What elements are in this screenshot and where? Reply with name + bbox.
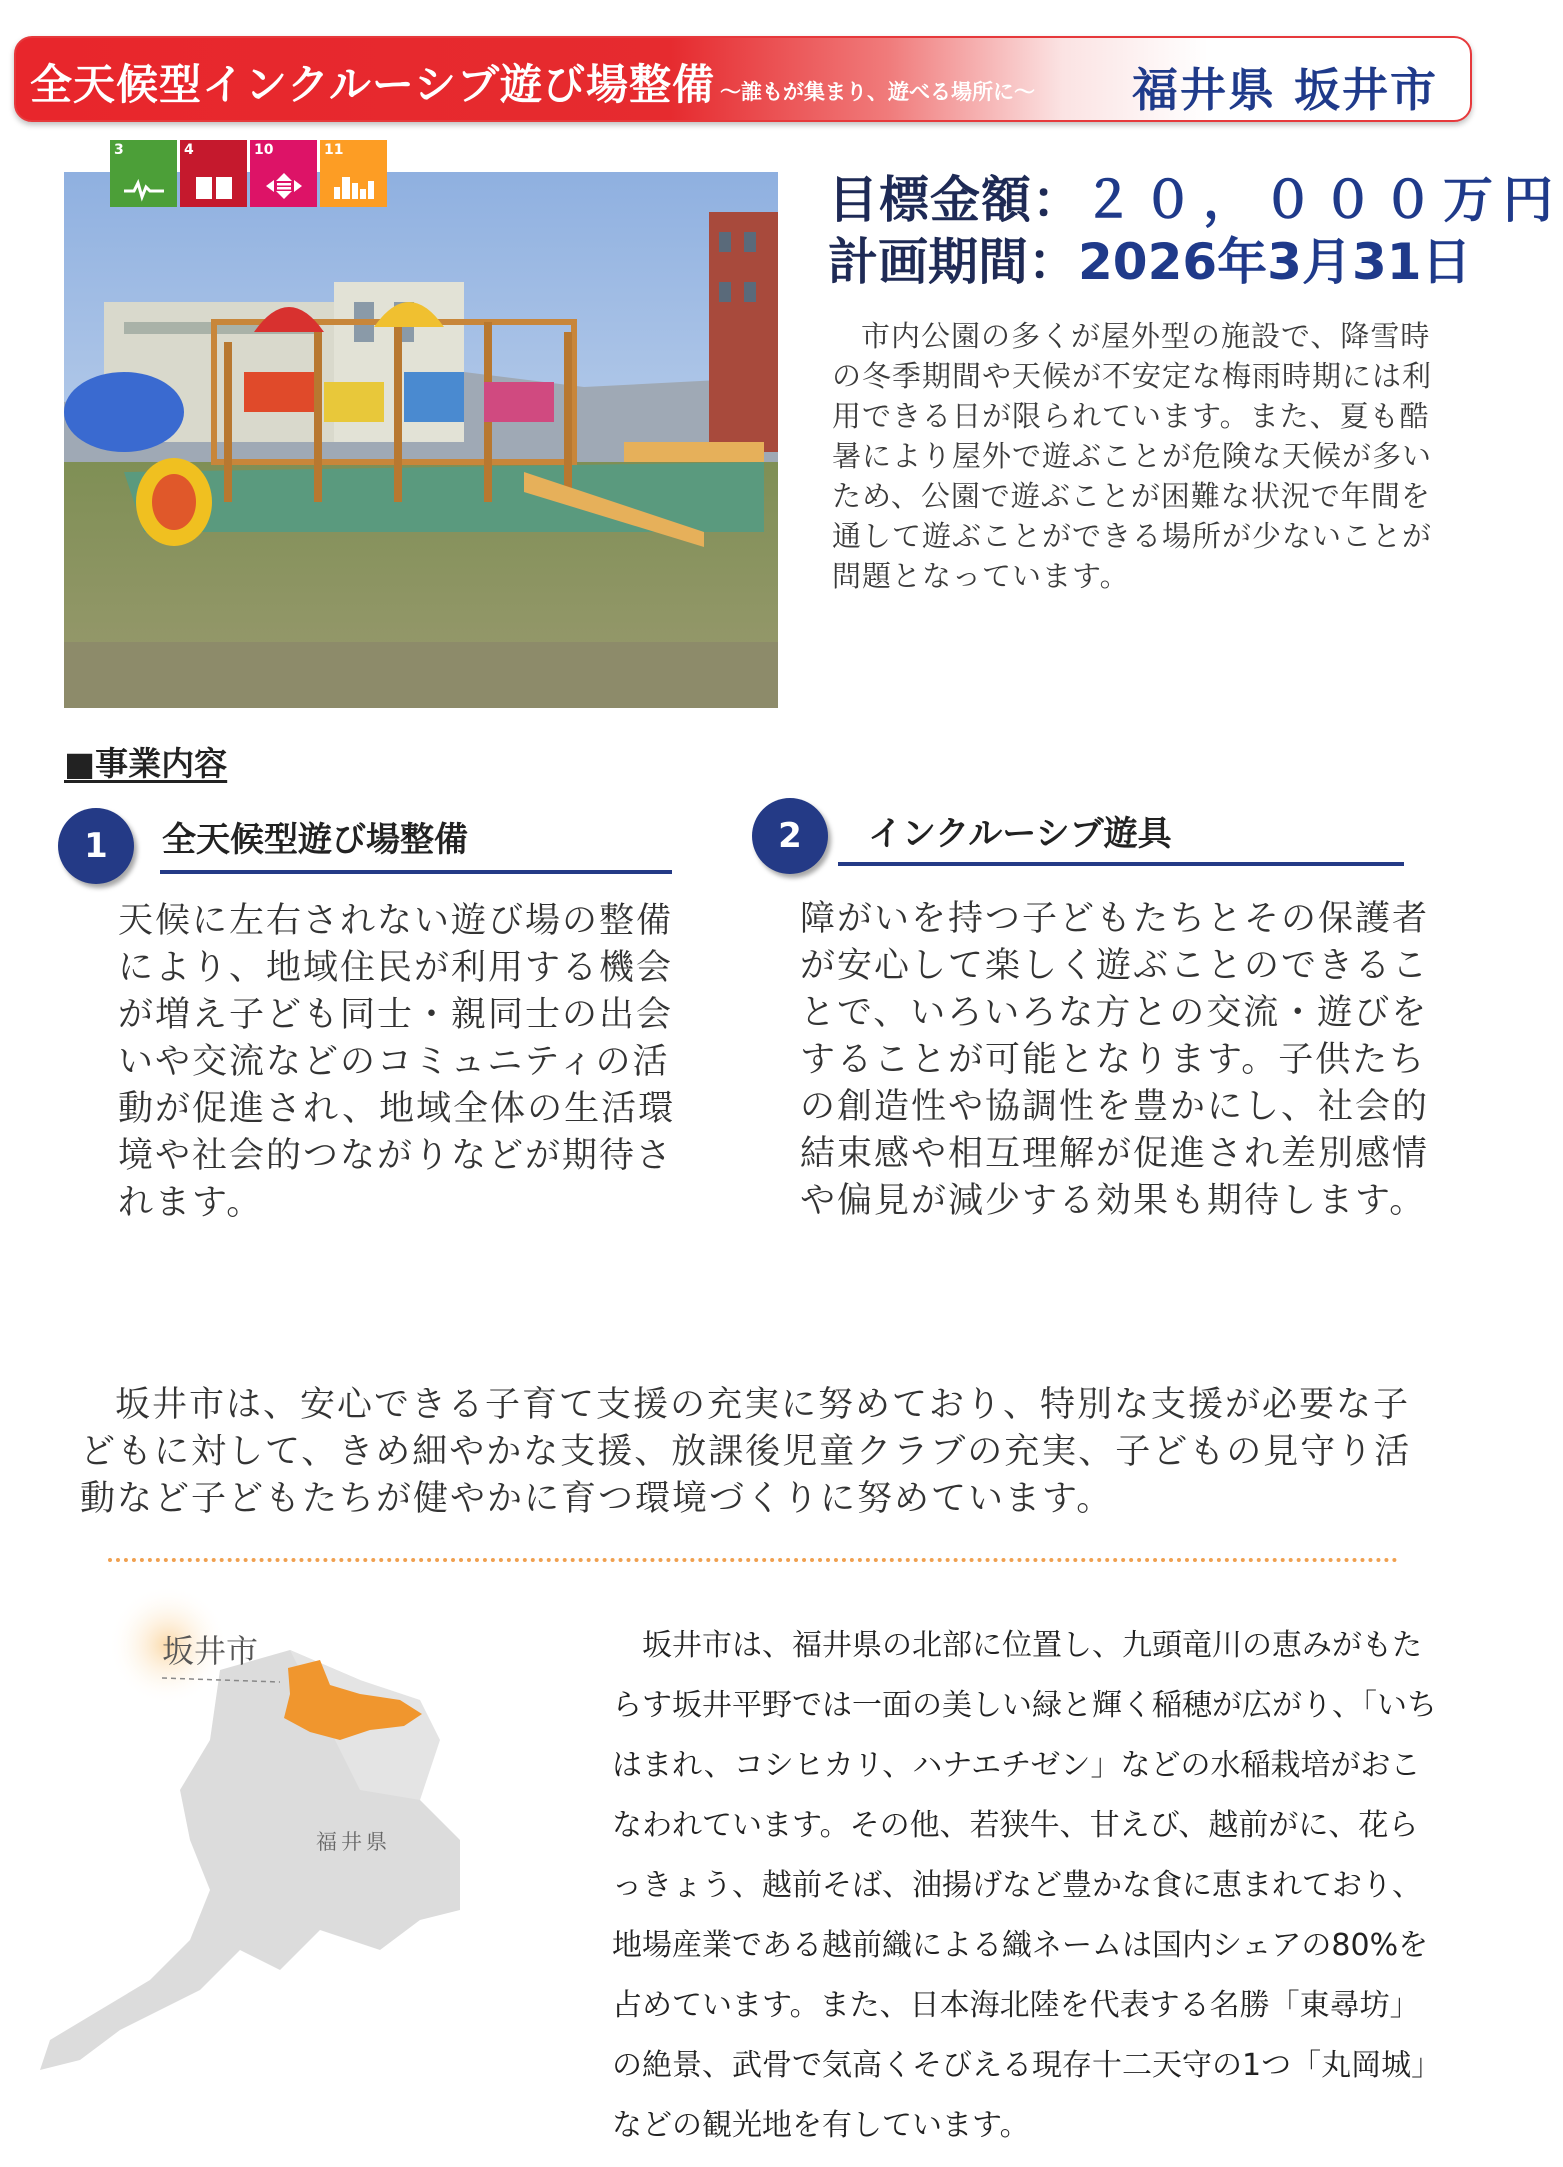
sdg-3-icon: 3 — [110, 140, 177, 207]
intro-paragraph: 市内公園の多くが屋外型の施設で、降雪時の冬季期間や天候が不安定な梅雨時期には利用できる日が限られています。また、夏も酷暑により屋外で遊ぶことが危険な天候が多いため、公園で遊ぶことが困難な状況で年間を通して遊ぶことができる場所が少ないことが問題となっています。 — [832, 319, 1433, 593]
target-amount: 目標金額：２０，０００万円 — [828, 171, 1563, 229]
region-paragraph: 坂井市は、福井県の北部に位置し、九頭竜川の恵みがもたらす坂井平野では一面の美しい緑と輝く稲穂が広がり、「いちはまれ、コシヒカリ、ハナエチゼン」などの水稲栽培がおこなわれています。その他、若狭牛、甘えび、越前がに、花らっきょう、越前そば、油揚げなど豊かな食に恵まれており、地場産業である越前織による織ネームは国内シェアの80%を占めています。また、日本海北陸を代表する名勝「東尋坊」の絶景、武骨で気高くそびえる現存十二天守の1つ「丸岡城」などの観光地を有しています。 — [612, 1628, 1442, 2143]
location-label: 福井県 坂井市 — [1132, 63, 1439, 117]
section-heading: ■事業内容 — [64, 744, 228, 783]
item-1-underline — [160, 870, 672, 874]
playground-photo — [64, 172, 778, 708]
sdg-10-icon: 10 — [250, 140, 317, 207]
map-prefecture-label: 福井県 — [316, 1830, 391, 1854]
item-1-text: 天候に左右されない遊び場の整備により、地域住民が利用する機会が増え子ども同士・親同士の出会いや交流などのコミュニティの活動が促進され、地域全体の生活環境や社会的つながりなどが期待されます。 — [118, 901, 676, 1223]
page-title: 全天候型インクルーシブ遊び場整備 — [30, 60, 716, 109]
sdg-4-icon: 4 — [180, 140, 247, 207]
closing-paragraph: 坂井市は、安心できる子育て支援の充実に努めており、特別な支援が必要な子どもに対して、きめ細やかな支援、放課後児童クラブの充実、子どもの見守り活動など子どもたちが健やかに育つ環境づくりに努めています。 — [80, 1385, 1412, 1519]
plan-period: 計画期間：2026年3月31日 — [828, 233, 1472, 291]
item-1-title: 全天候型遊び場整備 — [162, 820, 468, 860]
item-2-underline — [838, 862, 1404, 866]
page-subtitle: ～誰もが集まり、遊べる場所に～ — [720, 80, 1035, 104]
dotted-divider — [108, 1558, 1398, 1562]
item-2-text: 障がいを持つ子どもたちとその保護者が安心して楽しく遊ぶことのできることで、いろいろな方との交流・遊びをすることが可能となります。子供たちの創造性や協調性を豊かにし、社会的結束感や相互理解が促進され差別感情や偏見が減少する効果も期待します。 — [800, 899, 1430, 1221]
sdg-11-icon: 11 — [320, 140, 387, 207]
item-2-title: インクルーシブ遊具 — [868, 814, 1172, 854]
item-2-number-badge: 2 — [752, 798, 828, 874]
map-city-label: 坂井市 — [162, 1632, 259, 1670]
item-1-number-badge: 1 — [58, 808, 134, 884]
